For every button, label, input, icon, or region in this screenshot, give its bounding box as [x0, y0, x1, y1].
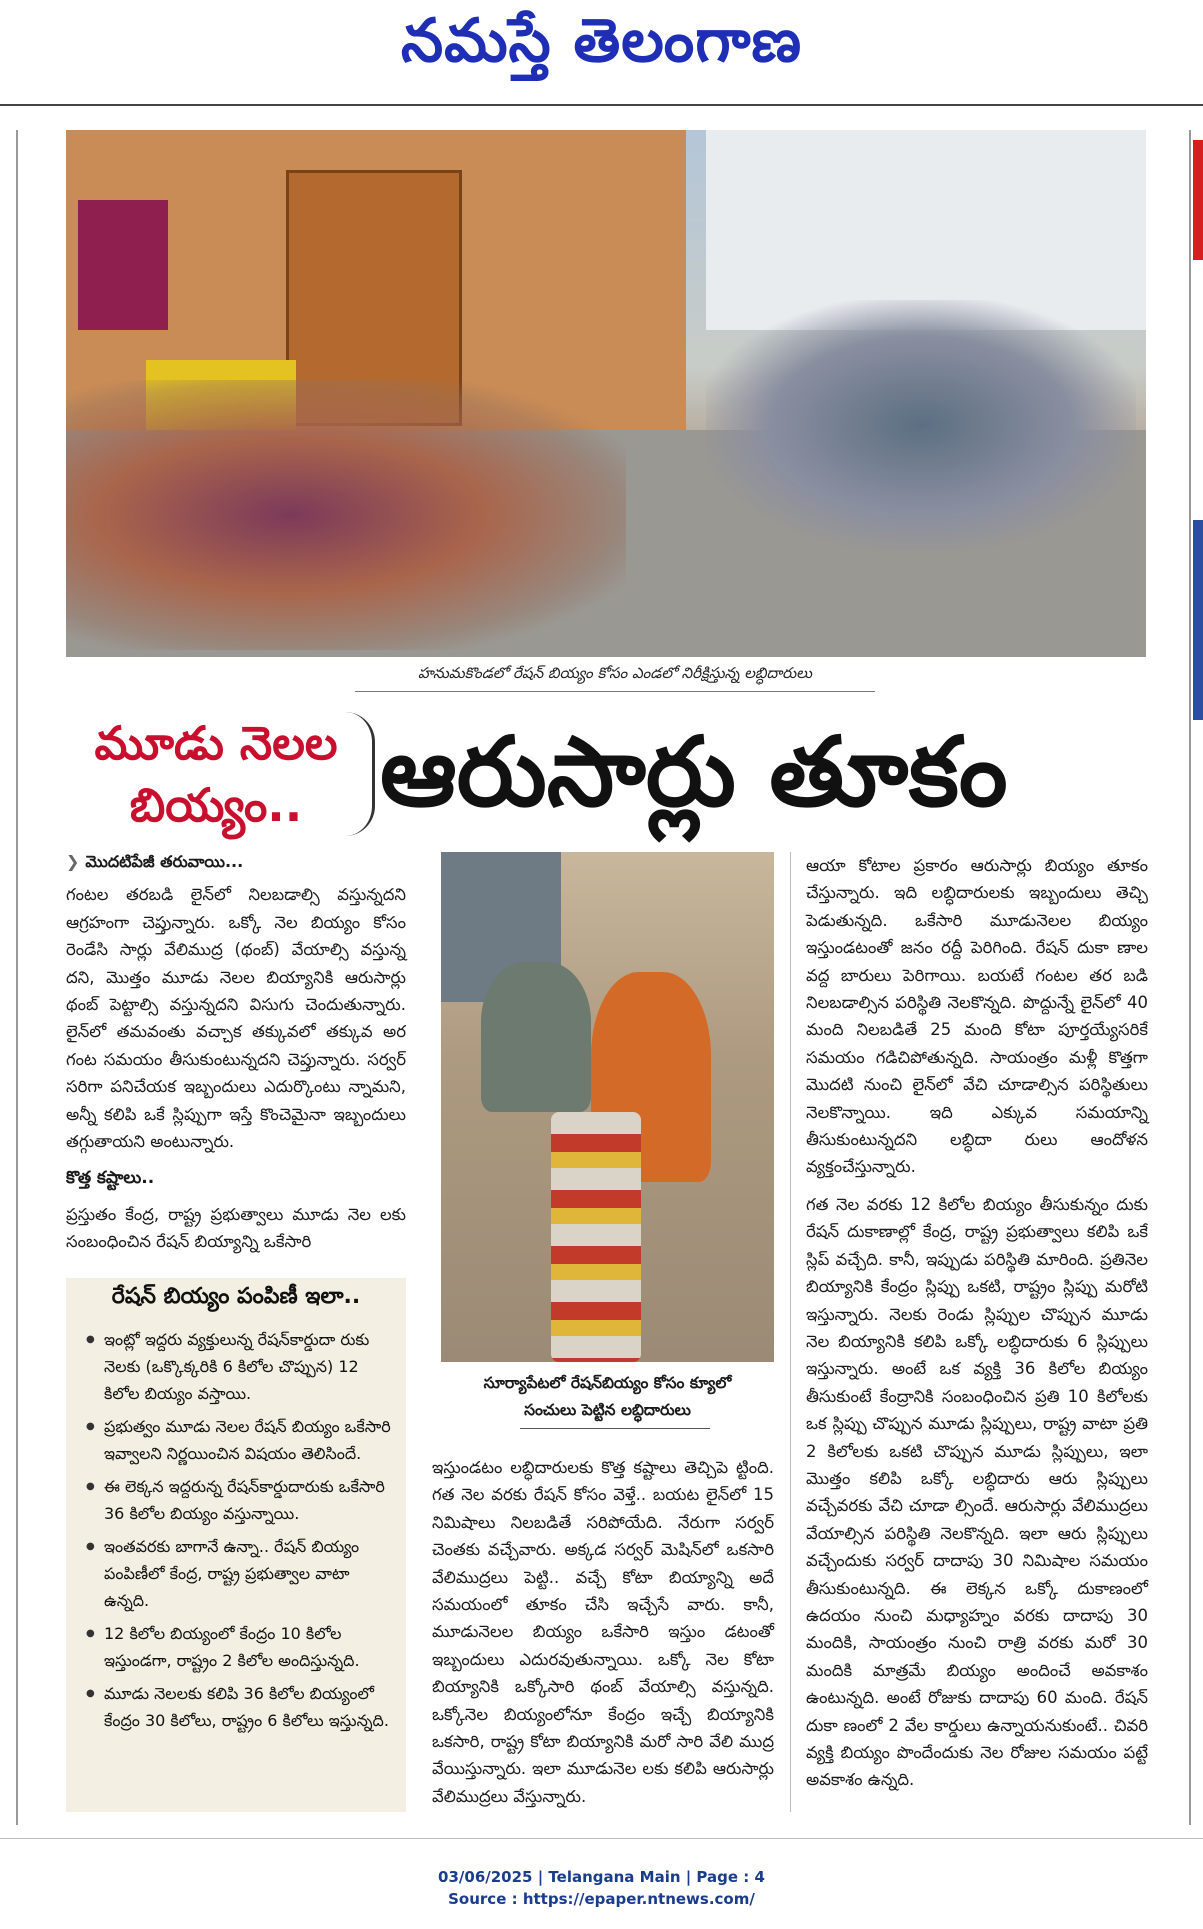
headline-brace — [342, 712, 375, 836]
photo-person — [481, 962, 591, 1112]
column-2 — [432, 1454, 774, 1820]
paragraph: గత నెల వరకు 12 కిలోల బియ్యం తీసుకున్నం దుకు రేషన్‌ దుకాణాల్లో కేంద్ర, రాష్ట్ర ప్రభుత్వాలు కలిపి ఒకే స్లిప్‌ వచ్చేది. కానీ, ఇప్పుడు పరిస్థితి మారింది. ప్రతినెల బియ్యానికి కేంద్రం స్లిప్పు ఒకటి, రాష్ట్రం స్లిప్పు మరోటి ఇస్తున్నారు. నెలకు రెండు స్లిప్పుల చొప్పున మూడు నెల బియ్యానికి కలిపి ఒక్కో లబ్ధిదారుకు 6 స్లిప్పులు ఇస్తున్నారు. అంటే ఒక వ్యక్తి 36 కిలోల బియ్యం తీసుకుంటే కేంద్రానికి సంబంధించిన ప్రతి 10 కిలోలకు ఒక స్లిప్పు చొప్పున మూడు స్లిప్పులు, రాష్ట్ర వాటా ప్రతి 2 కిలోలకు ఒకటి చొప్పున మూడు స్లిప్పులు, ఇలా మొత్తం కలిపి ఒక్కో లబ్ధిదారు ఆరు స్లిప్పులు వచ్చేవరకు వేచి చూడా ల్సిందే. ఆరుసార్లు వేలిముద్రలు వేయాల్సిన పరిస్థితి నెలకొన్నది. ఇలా ఆరు స్లిప్పులు వచ్చేందుకు సర్వర్‌ దాదాపు 30 నిమిషాల సమయం తీసుకుంటున్నది. ఈ లెక్కన ఒక్కో దుకాణంలో ఉదయం నుంచి మధ్యాహ్నం వరకు దాదాపు 30 మందికి, సాయంత్రం నుంచి రాత్రి వరకు మరో 30 మందికి మాత్రమే బియ్యం అందించే అవకాశం ఉంటున్నది. అంటే రోజుకు దాదాపు 60 మంది. రేషన్‌ దుకా ణంలో 2 వేల కార్డులు ఉన్నాయనుకుంటే.. చివరి వ్యక్తి బియ్యం పొందేందుకు నెల రోజుల సమయం పట్టే అవకాశం ఉన్నది. — [806, 1194, 1148, 1790]
photo-seated-crowd — [66, 380, 626, 650]
secondary-photo-caption — [441, 1370, 774, 1424]
headline: ఆరుసార్లు తూకం — [380, 716, 1008, 828]
caption-line-1: సూర్యాపేటలో రేషన్‌బియ్యం కోసం క్యూలో — [483, 1374, 732, 1392]
right-page-edge — [1189, 130, 1203, 1825]
paragraph: ఆయా కోటాల ప్రకారం ఆరుసార్లు బియ్యం తూకం చేస్తున్నారు. ఇది లబ్ధిదారులకు ఇబ్బందులు తెచ్చి పెడుతున్నది. ఒకేసారి మూడునెలల బియ్యం ఇస్తుండటంతో జనం రద్దీ పెరిగింది. రేషన్‌ దుకా ణాల వద్ద బారులు పెరిగాయి. బయటే గంటల తర బడి నిలబడాల్సిన పరిస్థితి నెలకొన్నది. పొద్దున్నే లైన్‌లో 40 మంది నిలబడితే 25 మంది కోటా పూర్తయ్యేసరికే సమయం గడిచిపోతున్నది. సాయంత్రం మళ్లీ కొత్తగా మొదటి నుంచి లైన్‌లో వేచి చూడాల్సిన పరిస్థితులు నెలకొన్నాయి. ఇది ఎక్కువ సమయాన్ని తీసుకుంటున్నదని లబ్ధిదా రులు ఆందోళన వ్యక్తంచేస్తున్నారు. — [806, 856, 1148, 1177]
info-box-item: ● ఇంట్లో ఇద్దరు వ్యక్తులున్న రేషన్‌కార్డుదా రుకు నెలకు (ఒక్కొక్కరికి 6 కిలోల చొప్పున) 12 కిలోల బియ్యం వస్తాయి. — [84, 1326, 394, 1407]
right-edge-red-strip — [1193, 140, 1203, 260]
caption-rule — [520, 1428, 710, 1429]
jump-label: మొదటిపేజీ తరువాయి... — [85, 852, 244, 871]
left-page-edge — [0, 130, 18, 1825]
info-box-item: ● మూడు నెలలకు కలిపి 36 కిలోల బియ్యంలో కేంద్రం 30 కిలోలు, రాష్ట్రం 6 కిలోలు ఇస్తున్నది. — [84, 1680, 394, 1734]
masthead — [0, 0, 1203, 108]
photo-bags-queue — [551, 1112, 641, 1362]
caption-line-2: సంచులు పెట్టిన లబ్ధిదారులు — [524, 1401, 691, 1419]
secondary-photo — [441, 852, 774, 1362]
column-3 — [806, 852, 1148, 1804]
chevron-right-icon: ❯ — [66, 852, 80, 871]
footer-edition-info: 03/06/2025 | Telangana Main | Page : 4 — [438, 1868, 765, 1886]
caption-rule — [355, 691, 875, 692]
main-photo — [66, 130, 1146, 657]
info-box-item: ● 12 కిలోల బియ్యంలో కేంద్రం 10 కిలోల ఇస్తుండగా, రాష్ట్రం 2 కిలోల అందిస్తున్నది. — [84, 1620, 394, 1674]
info-box-item: ● ఈ లెక్కన ఇద్దరున్న రేషన్‌కార్డుదారుకు ఒకేసారి 36 కిలోల బియ్యం వస్తున్నాయి. — [84, 1473, 394, 1527]
paragraph: ప్రస్తుతం కేంద్ర, రాష్ట్ర ప్రభుత్వాలు మూడు నెల లకు సంబంధించిన రేషన్‌ బియ్యాన్ని ఒకేసారి — [66, 1204, 406, 1252]
footer-source-link[interactable]: Source : https://epaper.ntnews.com/ — [448, 1890, 755, 1908]
info-box-item: ● ఇంతవరకు బాగానే ఉన్నా.. రేషన్‌ బియ్యం పంపిణీలో కేంద్ర, రాష్ట్ర ప్రభుత్వాల వాటా ఉన్నది. — [84, 1533, 394, 1614]
continued-from-front-page — [66, 848, 406, 875]
headline-kicker — [66, 712, 366, 836]
newspaper-title: నమస్తే తెలంగాణ — [400, 6, 803, 76]
column-divider — [790, 852, 791, 1812]
subheading: కొత్త కష్టాలు.. — [66, 1168, 155, 1189]
kicker-line-2: బియ్యం.. — [129, 778, 303, 832]
main-photo-caption: హనుమకొండలో రేషన్‌ బియ్యం కోసం ఎండలో నిరీక్షిస్తున్న లబ్ధిదారులు — [418, 664, 812, 682]
info-box — [66, 1278, 406, 1812]
kicker-line-1: మూడు నెలల — [94, 716, 338, 770]
photo-poster — [78, 200, 168, 330]
column-1 — [66, 848, 406, 1266]
info-box-title: రేషన్‌ బియ్యం పంపిణీ ఇలా.. — [111, 1284, 361, 1309]
paragraph: గంటల తరబడి లైన్‌లో నిలబడాల్సి వస్తున్నదని ఆగ్రహంగా చెప్తున్నారు. ఒక్కో నెల బియ్యం కోసం రెండేసి సార్లు వేలిముద్ర (థంబ్‌) వేయాల్సి వస్తున్న దని, మొత్తం మూడు నెలల బియ్యానికి ఆరుసార్లు థంబ్‌ పెట్టాల్సి వస్తున్నదని విసుగు చెందుతున్నారు. లైన్‌లో తమవంతు వచ్చాక తక్కువలో తక్కువ అర గంట సమయం తీసుకుంటున్నదని చెప్తున్నారు. సర్వర్‌ సరిగా పనిచేయక ఇబ్బందులు ఎదుర్కొంటు న్నామని, అన్నీ కలిపి ఒకే స్లిప్పుగా ఇస్తే కొంచెమైనా ఇబ్బందులు తగ్గుతాయని అంటున్నారు. — [66, 885, 406, 1152]
info-box-list — [84, 1326, 394, 1740]
info-box-item: ● ప్రభుత్వం మూడు నెలల రేషన్‌ బియ్యం ఒకేసారి ఇవ్వాలని నిర్ణయించిన విషయం తెలిసిందే. — [84, 1413, 394, 1467]
footer — [0, 1866, 1203, 1910]
photo-standing-queue — [706, 300, 1136, 550]
footer-rule — [0, 1838, 1203, 1839]
masthead-rule — [0, 104, 1203, 106]
right-edge-blue-strip — [1193, 520, 1203, 720]
paragraph: ఇస్తుండటం లబ్ధిదారులకు కొత్త కష్టాలు తెచ్చిపె ట్టింది. గత నెల వరకు రేషన్‌ కోసం వెళ్తే.. బయట లైన్‌లో 15 నిమిషాలు నిలబడితే సరిపోయేది. నేరుగా సర్వర్‌ చెంతకు వచ్చేవారు. అక్కడ సర్వర్‌ మెషిన్‌లో ఒకసారి వేలిముద్రలు పెట్టి.. వచ్చే కోటా బియ్యాన్ని అదే సమయంలో తూకం చేసి ఇచ్చేసే వారు. కానీ, మూడునెలల బియ్యం ఒకేసారి ఇస్తుం డటంతో ఇబ్బందులు ఎదురవుతున్నాయి. ఒక్కో నెల కోటా బియ్యానికి ఒక్కోసారి థంబ్‌ వేయాల్సి వస్తున్నది. ఒక్కోనెల బియ్యంలోనూ కేంద్రం ఇచ్చే బియ్యానికి ఒకసారి, రాష్ట్ర కోటా బియ్యానికి మరో సారి వేలి ముద్ర వేయిస్తున్నారు. ఇలా మూడునెల లకు కలిపి ఆరుసార్లు వేలిముద్రలు వేస్తున్నారు. — [432, 1458, 774, 1806]
